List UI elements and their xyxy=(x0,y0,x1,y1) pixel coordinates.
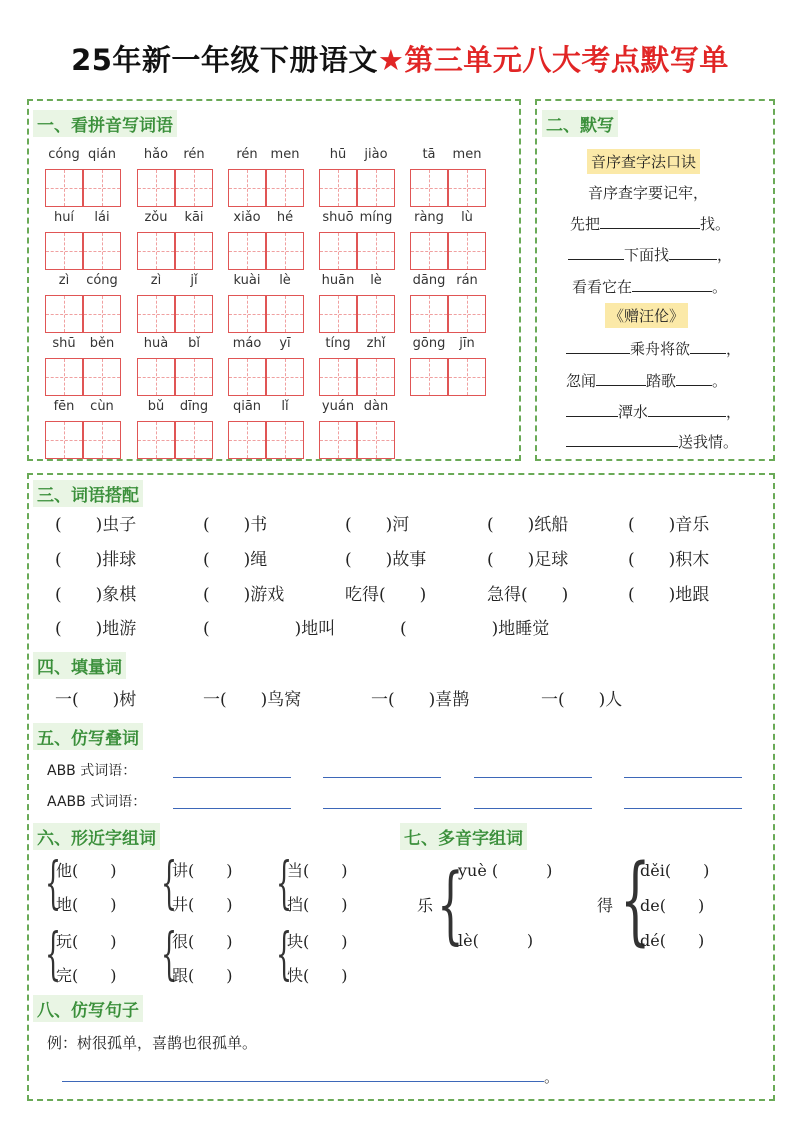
writing-cell[interactable] xyxy=(319,358,357,396)
poem2-line3: 潭水 ， xyxy=(566,401,741,422)
collocation-item[interactable]: ( )虫子 xyxy=(55,515,137,535)
page-title: 25年新一年级下册语文★第三单元八大考点默写单 xyxy=(71,43,729,77)
writing-cell[interactable] xyxy=(448,358,486,396)
collocation-item[interactable]: ( )游戏 xyxy=(203,585,285,605)
writing-cell[interactable] xyxy=(45,358,83,396)
writing-cell[interactable] xyxy=(228,169,266,207)
pinyin-label: zì cóng xyxy=(58,273,118,288)
pinyin-label: ràng lù xyxy=(414,210,473,225)
similar-char-item[interactable]: 很( ) xyxy=(172,932,233,951)
pinyin-label: gōng jīn xyxy=(412,336,475,351)
poem1-line4: 看看它在 。 xyxy=(572,278,728,296)
similar-char-item[interactable]: 快( ) xyxy=(287,966,348,985)
collocation-item[interactable]: ( )地跟 xyxy=(628,585,710,605)
blank-line[interactable] xyxy=(676,372,712,386)
writing-cell[interactable] xyxy=(266,169,304,207)
brace-icon: { xyxy=(161,922,178,987)
pinyin-label: bǔ dīng xyxy=(147,399,209,414)
writing-cell[interactable] xyxy=(175,169,213,207)
writing-cell[interactable] xyxy=(448,169,486,207)
writing-cell[interactable] xyxy=(45,421,83,459)
writing-cell[interactable] xyxy=(319,169,357,207)
poem2-line4: 送我情。 xyxy=(566,431,738,452)
star-icon: ★ xyxy=(377,43,405,77)
collocation-item[interactable]: ( )地游 xyxy=(55,619,137,639)
abb-label: ABB 式词语： xyxy=(47,763,137,779)
answer-line[interactable] xyxy=(624,777,742,778)
blank-line[interactable] xyxy=(690,340,726,354)
collocation-item[interactable]: ( )地睡觉 xyxy=(400,619,550,639)
writing-cell[interactable] xyxy=(228,358,266,396)
section-reduplication-heading: 五、仿写叠词 xyxy=(33,723,143,750)
section-dictation-heading: 二、默写 xyxy=(542,110,618,137)
collocation-item[interactable]: ( )河 xyxy=(345,515,410,535)
sentence-end-mark: 。 xyxy=(544,1068,560,1086)
pinyin-label: qiān lǐ xyxy=(232,399,289,414)
writing-cell[interactable] xyxy=(319,295,357,333)
similar-char-item[interactable]: 跟( ) xyxy=(172,966,233,985)
writing-cell[interactable] xyxy=(137,232,175,270)
writing-cell[interactable] xyxy=(45,169,83,207)
pinyin-label: hū jiào xyxy=(329,147,388,162)
writing-cell[interactable] xyxy=(45,232,83,270)
section-sentence-heading: 八、仿写句子 xyxy=(33,995,143,1022)
poem1-line2: 先把 找。 xyxy=(570,215,731,233)
similar-char-item[interactable]: 他( ) xyxy=(56,861,117,880)
writing-cell[interactable] xyxy=(175,421,213,459)
brace-icon: { xyxy=(45,851,62,916)
writing-cell[interactable] xyxy=(410,169,448,207)
writing-cell[interactable] xyxy=(410,358,448,396)
writing-cell[interactable] xyxy=(357,421,395,459)
writing-cell[interactable] xyxy=(410,295,448,333)
writing-cell[interactable] xyxy=(175,295,213,333)
answer-line[interactable] xyxy=(474,808,592,809)
collocation-item[interactable]: ( )足球 xyxy=(487,550,569,570)
answer-line[interactable] xyxy=(624,808,742,809)
blank-line[interactable] xyxy=(566,403,618,417)
writing-cell[interactable] xyxy=(175,358,213,396)
writing-cell[interactable] xyxy=(137,295,175,333)
writing-cell[interactable] xyxy=(357,295,395,333)
writing-cell[interactable] xyxy=(137,358,175,396)
similar-char-item[interactable]: 讲( ) xyxy=(172,861,233,880)
collocation-item[interactable]: ( )地叫 xyxy=(203,619,336,639)
polyphone-char-de: 得 xyxy=(597,896,614,915)
collocation-item[interactable]: ( )排球 xyxy=(55,550,137,570)
polyphone-char-le: 乐 xyxy=(417,896,434,915)
polyphone-de-row1[interactable]: děi( ) xyxy=(640,861,710,880)
polyphone-de-row3[interactable]: dé( ) xyxy=(640,931,705,950)
writing-cell[interactable] xyxy=(83,295,121,333)
similar-char-item[interactable]: 当( ) xyxy=(287,861,348,880)
pinyin-label: huí lái xyxy=(53,210,110,225)
answer-line[interactable] xyxy=(323,777,441,778)
writing-cell[interactable] xyxy=(228,232,266,270)
similar-char-item[interactable]: 玩( ) xyxy=(56,932,117,951)
measure-word-item[interactable]: 一( )树 xyxy=(55,690,137,710)
writing-cell[interactable] xyxy=(228,295,266,333)
blank-line[interactable] xyxy=(632,278,712,292)
answer-line[interactable] xyxy=(173,808,291,809)
similar-char-item[interactable]: 地( ) xyxy=(56,895,117,914)
brace-icon: { xyxy=(276,851,293,916)
blank-line[interactable] xyxy=(600,215,700,229)
writing-cell[interactable] xyxy=(410,232,448,270)
measure-word-item[interactable]: 一( )人 xyxy=(541,690,623,710)
collocation-item[interactable]: ( )象棋 xyxy=(55,585,137,605)
writing-cell[interactable] xyxy=(357,358,395,396)
writing-cell[interactable] xyxy=(319,421,357,459)
section-collocation-heading: 三、词语搭配 xyxy=(33,480,143,507)
blank-line[interactable] xyxy=(566,433,678,447)
section-pinyin-heading: 一、看拼音写词语 xyxy=(33,110,177,137)
collocation-item[interactable]: ( )绳 xyxy=(203,550,268,570)
pinyin-label: yuán dàn xyxy=(321,399,389,414)
similar-char-item[interactable]: 完( ) xyxy=(56,966,117,985)
writing-cell[interactable] xyxy=(448,295,486,333)
pinyin-label: rén men xyxy=(236,147,300,162)
blank-line[interactable] xyxy=(568,246,624,260)
pinyin-label: tā men xyxy=(422,147,482,162)
polyphone-le-row1[interactable]: yuè ( ) xyxy=(458,861,553,880)
pinyin-label: shuō míng xyxy=(322,210,393,225)
pinyin-label: huān lè xyxy=(321,273,382,288)
writing-cell[interactable] xyxy=(266,358,304,396)
writing-cell[interactable] xyxy=(137,169,175,207)
pinyin-label: dāng rán xyxy=(412,273,478,288)
pinyin-label: xiǎo hé xyxy=(233,210,294,225)
poem1-title: 音序查字法口诀 xyxy=(587,149,700,174)
poem2-line1: 乘舟将欲 ， xyxy=(566,338,741,359)
writing-cell[interactable] xyxy=(83,358,121,396)
blank-line[interactable] xyxy=(596,372,646,386)
poem2-line2: 忽闻 踏歌 。 xyxy=(566,372,728,390)
collocation-item[interactable]: 急得( ) xyxy=(487,585,569,605)
collocation-item[interactable]: ( )纸船 xyxy=(487,515,569,535)
poem1-line3: 下面找 ， xyxy=(568,244,732,265)
writing-cell[interactable] xyxy=(266,421,304,459)
poem2-title: 《赠汪伦》 xyxy=(605,303,688,328)
brace-icon: { xyxy=(45,922,62,987)
measure-word-item[interactable]: 一( )鸟窝 xyxy=(203,690,302,710)
pinyin-label: zǒu kāi xyxy=(144,210,204,225)
section-measure-word-heading: 四、填量词 xyxy=(33,652,126,679)
writing-cell[interactable] xyxy=(357,169,395,207)
writing-cell[interactable] xyxy=(228,421,266,459)
example-sentence: 例：树很孤单，喜鹊也很孤单。 xyxy=(47,1034,258,1052)
polyphone-le-row2[interactable]: lè( ) xyxy=(458,931,534,950)
similar-char-item[interactable]: 井( ) xyxy=(172,895,233,914)
writing-cell[interactable] xyxy=(357,232,395,270)
brace-icon: { xyxy=(161,851,178,916)
pinyin-label: kuài lè xyxy=(233,273,291,288)
polyphone-de-row2[interactable]: de( ) xyxy=(640,896,705,915)
writing-cell[interactable] xyxy=(83,421,121,459)
collocation-item[interactable]: ( )积木 xyxy=(628,550,710,570)
brace-icon: { xyxy=(620,844,651,956)
writing-cell[interactable] xyxy=(137,421,175,459)
writing-cell[interactable] xyxy=(266,295,304,333)
writing-cell[interactable] xyxy=(45,295,83,333)
writing-cell[interactable] xyxy=(319,232,357,270)
poem1-line1: 音序查字要记牢， xyxy=(588,184,709,202)
brace-icon: { xyxy=(276,922,293,987)
sentence-answer-line[interactable] xyxy=(62,1081,544,1082)
section-similar-char-heading: 六、形近字组词 xyxy=(33,823,160,850)
collocation-item[interactable]: 吃得( ) xyxy=(345,585,427,605)
pinyin-label: huà bǐ xyxy=(143,336,200,351)
measure-word-item[interactable]: 一( )喜鹊 xyxy=(371,690,470,710)
writing-cell[interactable] xyxy=(448,232,486,270)
answer-line[interactable] xyxy=(474,777,592,778)
pinyin-label: hǎo rén xyxy=(143,147,205,162)
answer-line[interactable] xyxy=(323,808,441,809)
similar-char-item[interactable]: 块( ) xyxy=(287,932,348,951)
blank-line[interactable] xyxy=(566,340,630,354)
blank-line[interactable] xyxy=(648,403,726,417)
similar-char-item[interactable]: 挡( ) xyxy=(287,895,348,914)
pinyin-label: shū běn xyxy=(52,336,115,351)
pinyin-label: fēn cùn xyxy=(53,399,114,414)
collocation-item[interactable]: ( )故事 xyxy=(345,550,427,570)
writing-cell[interactable] xyxy=(266,232,304,270)
aabb-label: AABB 式词语： xyxy=(47,794,147,810)
section-polyphone-heading: 七、多音字组词 xyxy=(400,823,527,850)
collocation-item[interactable]: ( )音乐 xyxy=(628,515,710,535)
collocation-item[interactable]: ( )书 xyxy=(203,515,268,535)
answer-line[interactable] xyxy=(173,777,291,778)
writing-cell[interactable] xyxy=(83,232,121,270)
blank-line[interactable] xyxy=(669,246,717,260)
writing-cell[interactable] xyxy=(83,169,121,207)
pinyin-label: zì jǐ xyxy=(150,273,198,288)
brace-icon: { xyxy=(437,855,464,953)
pinyin-label: tíng zhǐ xyxy=(325,336,386,351)
writing-cell[interactable] xyxy=(175,232,213,270)
pinyin-label: máo yī xyxy=(232,336,291,351)
pinyin-label: cóng qián xyxy=(48,147,117,162)
